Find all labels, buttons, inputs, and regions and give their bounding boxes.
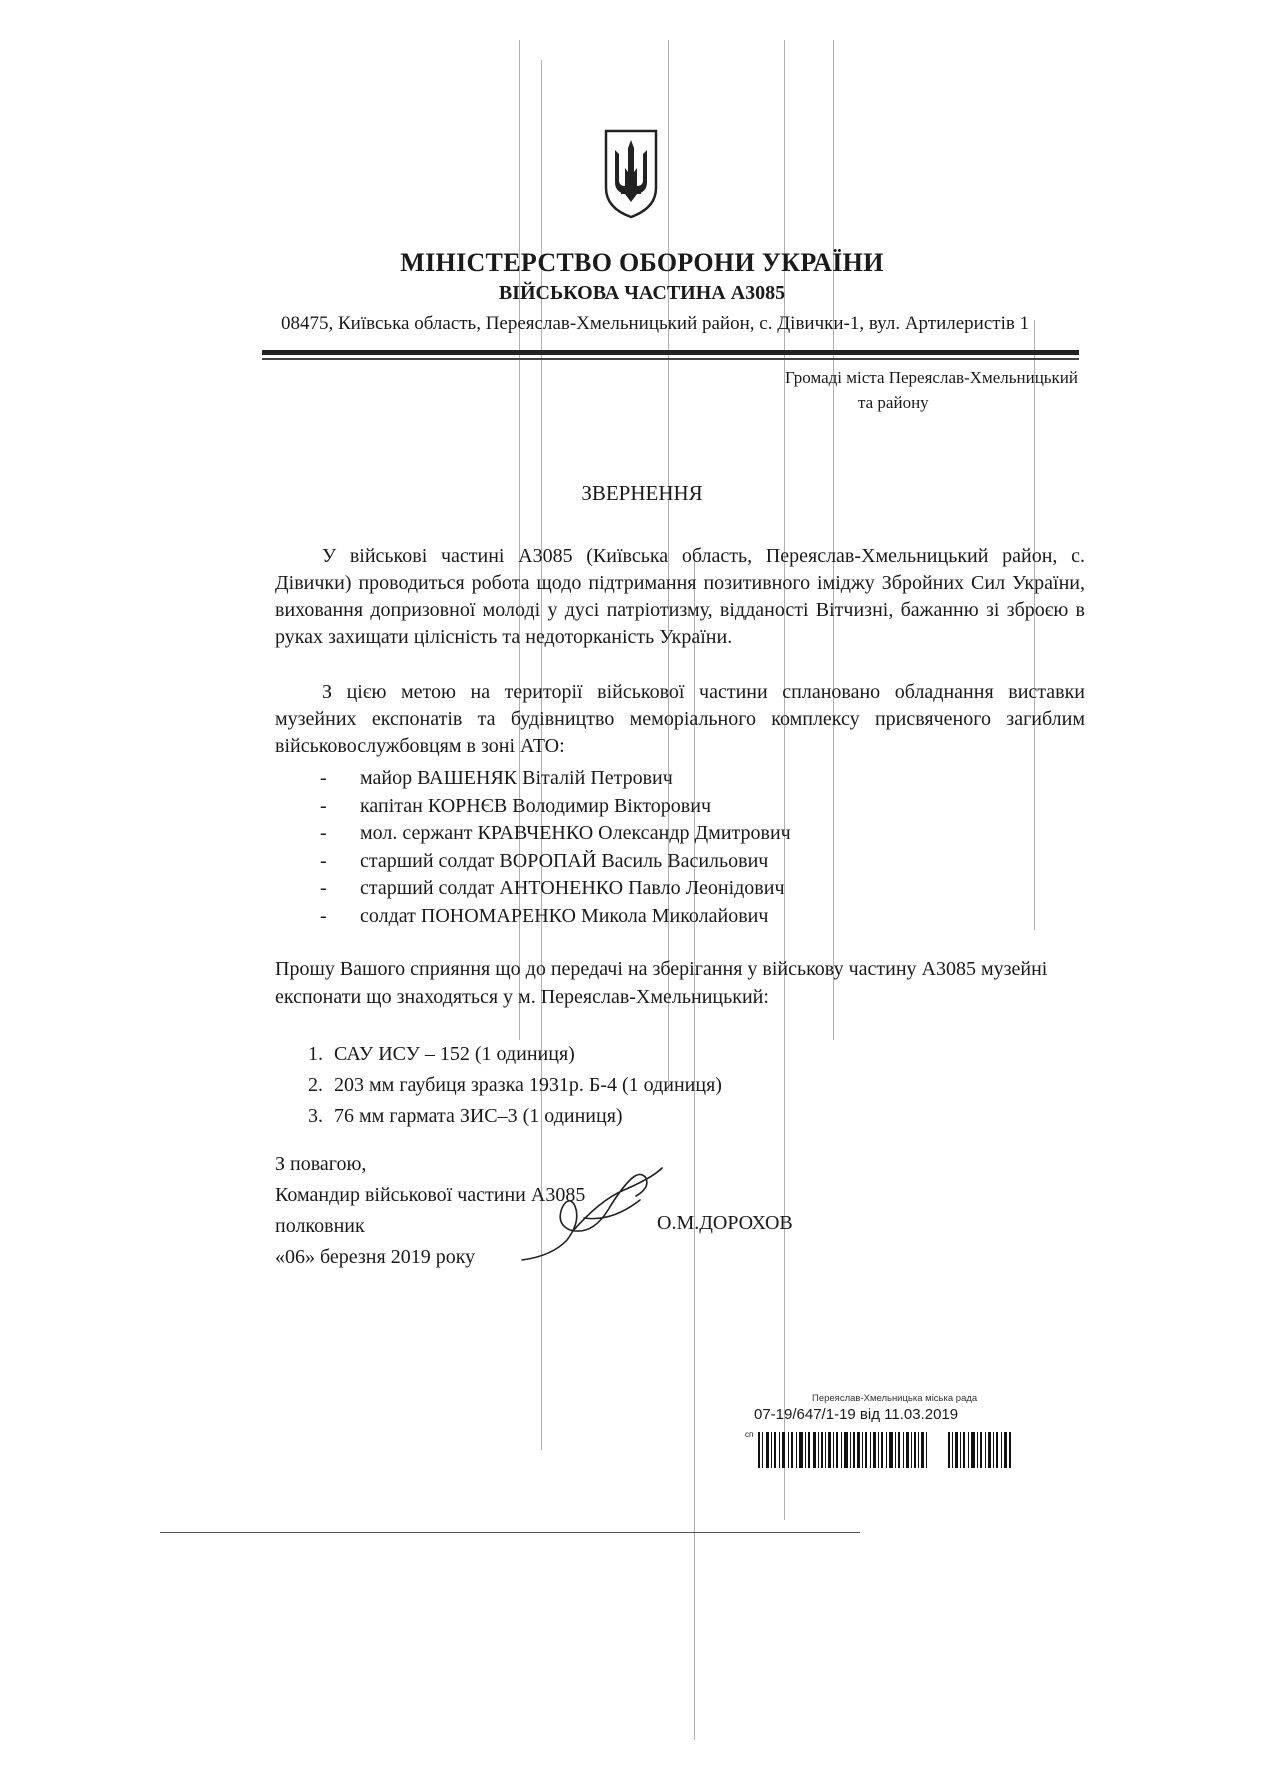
request-paragraph: Прошу Вашого сприяння що до передачі на зберігання у військову частину А3085 музейні експонати що знаходяться у м. Переяслав-Хмельницький: — [275, 958, 1048, 1008]
list-item — [308, 1070, 722, 1101]
signer-position: Командир військової частини А3085 — [275, 1184, 586, 1206]
footer-divider — [160, 1532, 860, 1533]
list-item — [308, 1101, 722, 1132]
exhibit-text: 76 мм гармата ЗИС–3 (1 одиниця) — [334, 1105, 623, 1127]
document-title: ЗВЕРНЕННЯ — [581, 481, 703, 505]
registration-number: 07-19/647/1-19 від 11.03.2019 — [754, 1406, 959, 1423]
handwritten-signature — [512, 1160, 672, 1270]
signer-rank: полковник — [275, 1215, 365, 1237]
exhibit-text: САУ ИСУ – 152 (1 одиниця) — [334, 1043, 575, 1065]
unit-address: 08475, Київська область, Переяслав-Хмельницький район, с. Дівички-1, вул. Артилеристів 1 — [281, 313, 1030, 334]
list-item: - солдат ПОНОМАРЕНКО Микола Миколайович — [320, 903, 791, 931]
exhibit-number: 1. — [308, 1043, 323, 1065]
list-item — [308, 1039, 722, 1070]
registration-barcode — [758, 1432, 1013, 1468]
list-item: - мол. сержант КРАВЧЕНКО Олександр Дмитрович — [320, 820, 791, 848]
letter-date: «06» березня 2019 року — [275, 1246, 476, 1268]
scan-artifact-line — [833, 40, 834, 1040]
military-unit-title: ВІЙСЬКОВА ЧАСТИНА А3085 — [498, 282, 786, 304]
list-item: - капітан КОРНЄВ Володимир Вікторович — [320, 793, 791, 821]
header-divider — [262, 350, 1079, 355]
fallen-servicemen-list — [320, 765, 791, 930]
list-item: - майор ВАШЕНЯК Віталій Петрович — [320, 765, 791, 793]
exhibit-number: 2. — [308, 1074, 323, 1096]
exhibits-list — [308, 1039, 722, 1132]
body-paragraph-2: З цією метою на території військової частини сплановано обладнання виставки музейних експонатів та будівництво меморіального комплексу присвяченого загиблим військовослужбовцям в зоні АТО: — [275, 681, 1085, 757]
signer-name: О.М.ДОРОХОВ — [657, 1212, 793, 1234]
coat-of-arms-emblem — [603, 128, 659, 220]
recipient-line-1: Громаді міста Переяслав-Хмельницький — [785, 368, 1078, 387]
registration-prefix: сп — [745, 1430, 754, 1439]
list-item: - старший солдат ВОРОПАЙ Василь Васильович — [320, 848, 791, 876]
registration-organization: Переяслав-Хмельницька міська рада — [812, 1393, 978, 1404]
exhibit-number: 3. — [308, 1105, 323, 1127]
body-paragraph-1: У військові частині А3085 (Київська область, Переяслав-Хмельницький район, с. Дівички) проводиться робота щодо підтримання позитивного іміджу Збройних Сил України, виховання допризовної молоді у дусі патріотизму, відданості Вітчизні, бажанню зі зброєю в руках захищати цілісність та недоторканість України. — [275, 545, 1085, 648]
list-item: - старший солдат АНТОНЕНКО Павло Леонідович — [320, 875, 791, 903]
closing-regards: З повагою, — [275, 1153, 367, 1175]
exhibit-text: 203 мм гаубиця зразка 1931р. Б-4 (1 одиниця) — [334, 1074, 722, 1096]
ministry-title: МІНІСТЕРСТВО ОБОРОНИ УКРАЇНИ — [400, 248, 884, 277]
recipient-line-2: та району — [858, 393, 929, 412]
header-divider-thin — [262, 358, 1079, 360]
